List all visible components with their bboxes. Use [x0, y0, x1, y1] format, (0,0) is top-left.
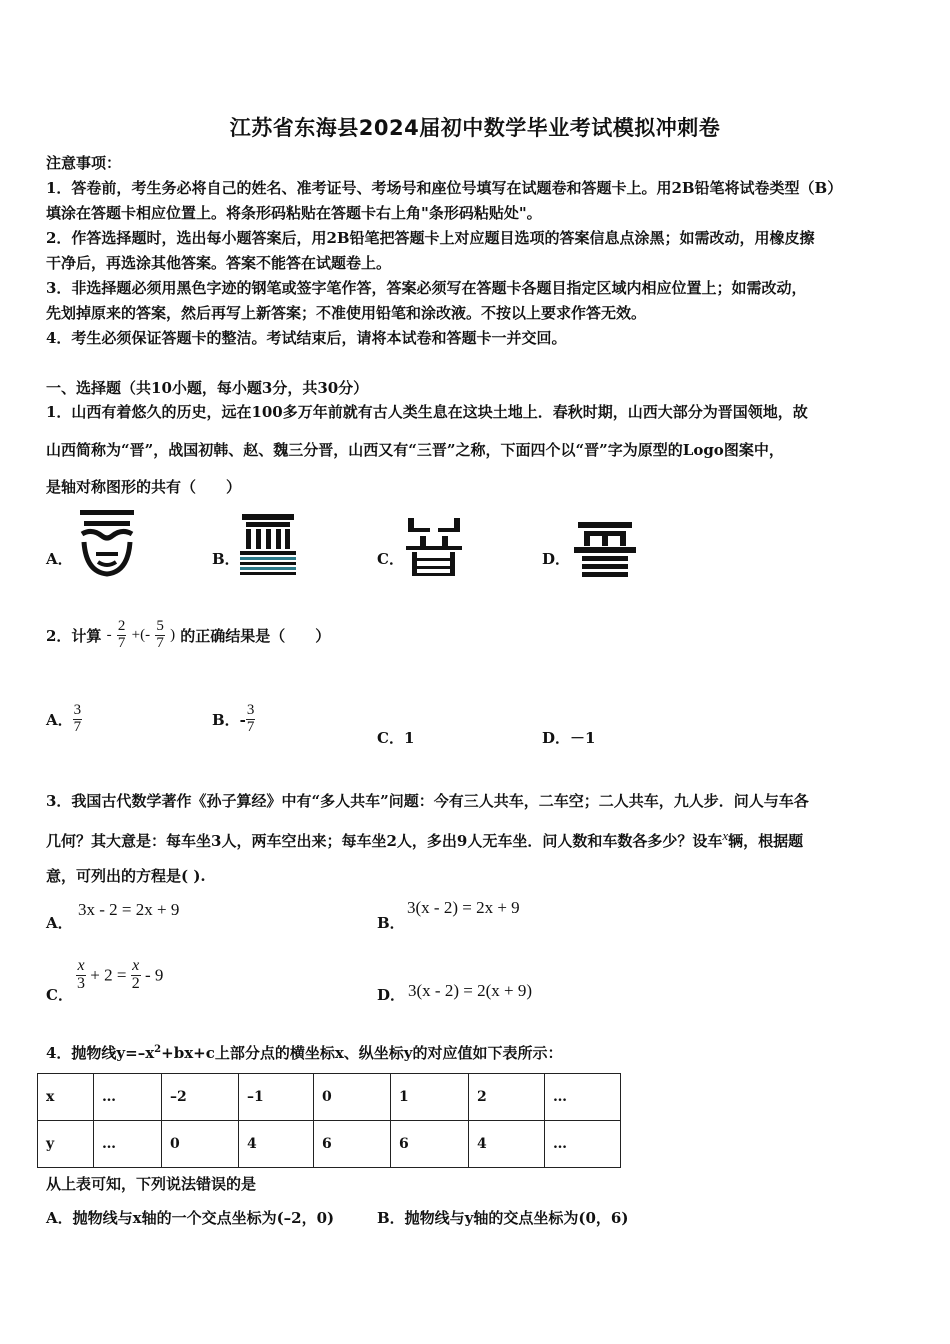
q2-option-d: D．－1 — [542, 729, 596, 747]
notice-line-1: 1．答卷前，考生务必将自己的姓名、准考证号、考场号和座位号填写在试题卷和答题卡上。用2B铅笔将试卷类型（B） — [46, 179, 843, 197]
q1-line-1: 1．山西有着悠久的历史，远在100多万年前就有古人类生息在这块土地上．春秋时期，山西大部分为晋国领地，故 — [46, 403, 808, 421]
table-cell: 0 — [162, 1121, 239, 1168]
notice-heading: 注意事项： — [46, 154, 122, 172]
notice-line-7: 4．考生必须保证答题卡的整洁。考试结束后，请将本试卷和答题卡一并交回。 — [46, 329, 567, 347]
table-row — [38, 1121, 621, 1168]
notice-line-6: 先划掉原来的答案，然后再写上新答案；不准使用铅笔和涂改液。不按以上要求作答无效。 — [46, 304, 647, 322]
table-cell: 1 — [391, 1074, 469, 1121]
q4-option-a: A．抛物线与x轴的一个交点坐标为(–2，0) — [46, 1209, 335, 1227]
q2-a-numerator: 3 — [73, 702, 82, 718]
table-cell: –2 — [162, 1074, 239, 1121]
table-cell: y — [38, 1121, 94, 1168]
table-cell: … — [94, 1121, 162, 1168]
table-cell: 6 — [391, 1121, 469, 1168]
q3-line-1: 3．我国古代数学著作《孙子算经》中有“多人共车”问题：今有三人共车，二车空；二人共车，九人步．问人与车各 — [46, 792, 809, 810]
q2-b-label: B．- — [212, 710, 246, 729]
q1-option-b-label: B． — [212, 550, 240, 568]
q3-c-f1-denominator: 3 — [77, 974, 85, 992]
notice-line-3: 2．作答选择题时，选出每小题答案后，用2B铅笔把答题卡上对应题目选项的答案信息点涂黑；如需改动，用橡皮擦 — [46, 229, 815, 247]
q2-option-a — [46, 703, 82, 736]
q3-c-label: C． — [46, 986, 73, 1004]
q1-option-a-label: A． — [46, 550, 73, 568]
q3-c-fraction-2 — [131, 958, 141, 993]
table-cell: x — [38, 1074, 94, 1121]
q4-stem-superscript: 2 — [154, 1044, 162, 1055]
q3-d-equation: 3(x - 2) = 2(x + 9) — [408, 981, 532, 1000]
table-cell: … — [545, 1121, 621, 1168]
notice-line-5: 3．非选择题必须用黑色字迹的钢笔或签字笔作答，答案必须写在答题卡各题目指定区域内相应位置上；如需改动， — [46, 279, 807, 297]
q2-suffix: 的正确结果是（ ） — [180, 626, 331, 645]
section-heading: 一、选择题（共10小题，每小题3分，共30分） — [46, 379, 369, 397]
q4-value-table — [37, 1073, 621, 1168]
q2-b-denominator: 7 — [246, 718, 255, 735]
table-cell: … — [545, 1074, 621, 1121]
q3-c-middle: + 2 = — [90, 965, 127, 985]
table-cell: 4 — [239, 1121, 314, 1168]
q4-option-b: B．抛物线与y轴的交点坐标为(0，6) — [377, 1209, 629, 1227]
q3-c-f2-numerator: x — [132, 957, 140, 974]
table-cell: 0 — [314, 1074, 391, 1121]
logo-a-image — [76, 508, 140, 580]
q2-f1-denominator: 7 — [117, 634, 126, 651]
q3-line-3: 意，可列出的方程是( ). — [46, 867, 206, 885]
q2-a-fraction — [73, 703, 83, 736]
table-cell: 6 — [314, 1121, 391, 1168]
q2-minus: - — [106, 626, 112, 643]
q3-line-2a: 几何？其大意是：每车坐3人，两车空出来；每车坐2人，多出9人无车坐．问人数和车数各多少？设车 — [46, 832, 723, 850]
q2-fraction-2 — [155, 619, 165, 652]
q2-option-b — [212, 703, 255, 736]
q2-b-fraction — [246, 703, 256, 736]
notice-line-2: 填涂在答题卡相应位置上。将条形码粘贴在答题卡右上角"条形码粘贴处"。 — [46, 204, 542, 222]
logo-b-image — [238, 512, 298, 576]
table-cell: 2 — [469, 1074, 545, 1121]
q3-c-fraction-1 — [76, 958, 86, 993]
q2-b-numerator: 3 — [246, 702, 255, 718]
q2-a-denominator: 7 — [73, 718, 82, 735]
q2-option-c: C．1 — [377, 729, 415, 747]
q3-b-equation: 3(x - 2) = 2x + 9 — [407, 898, 520, 917]
q2-prefix: 2．计算 — [46, 626, 102, 645]
q3-c-end: - 9 — [144, 965, 164, 985]
q2-plus: +(- — [131, 626, 151, 643]
q2-f1-numerator: 2 — [117, 618, 126, 634]
q4-after-table: 从上表可知，下列说法错误的是 — [46, 1175, 257, 1193]
q3-a-equation: 3x - 2 = 2x + 9 — [78, 900, 180, 919]
q1-line-3: 是轴对称图形的共有（ ） — [46, 478, 242, 496]
q2-f2-denominator: 7 — [156, 634, 164, 651]
q2-a-label: A． — [46, 710, 73, 729]
notice-line-4: 干净后，再选涂其他答案。答案不能答在试题卷上。 — [46, 254, 392, 272]
q1-option-d-label: D． — [542, 550, 571, 568]
q3-c-f2-denominator: 2 — [131, 974, 140, 992]
q1-line-2: 山西简称为“晋”，战国初韩、赵、魏三分晋，山西又有“三晋”之称，下面四个以“晋”字为原型的Logo图案中， — [46, 441, 784, 459]
table-cell: 4 — [469, 1121, 545, 1168]
q1-option-c-label: C． — [377, 550, 404, 568]
q3-d-label: D． — [377, 986, 406, 1004]
q3-c-f1-numerator: x — [77, 957, 85, 974]
q2-close: ) — [170, 626, 176, 643]
table-cell: … — [94, 1074, 162, 1121]
q3-b-label: B． — [377, 914, 405, 932]
logo-d-image — [572, 520, 638, 578]
table-row — [38, 1074, 621, 1121]
q2-f2-numerator: 5 — [156, 618, 164, 634]
q4-stem-a: 4．抛物线y=–x — [46, 1044, 155, 1062]
q3-a-label: A． — [46, 914, 73, 932]
q4-stem-b: +bx+c上部分点的横坐标x、纵坐标y的对应值如下表所示： — [161, 1044, 563, 1062]
q3-line-2 — [46, 828, 803, 851]
q3-line-2b: 辆，根据题 — [728, 832, 804, 850]
q3-c-equation — [76, 958, 163, 993]
page-title: 江苏省东海县2024届初中数学毕业考试模拟冲刺卷 — [229, 116, 721, 140]
table-cell: –1 — [239, 1074, 314, 1121]
q2-fraction-1 — [117, 619, 127, 652]
logo-c-image — [402, 514, 468, 578]
q2-stem — [46, 619, 330, 652]
q3-variable: x — [722, 828, 729, 843]
q4-stem — [46, 1042, 563, 1063]
